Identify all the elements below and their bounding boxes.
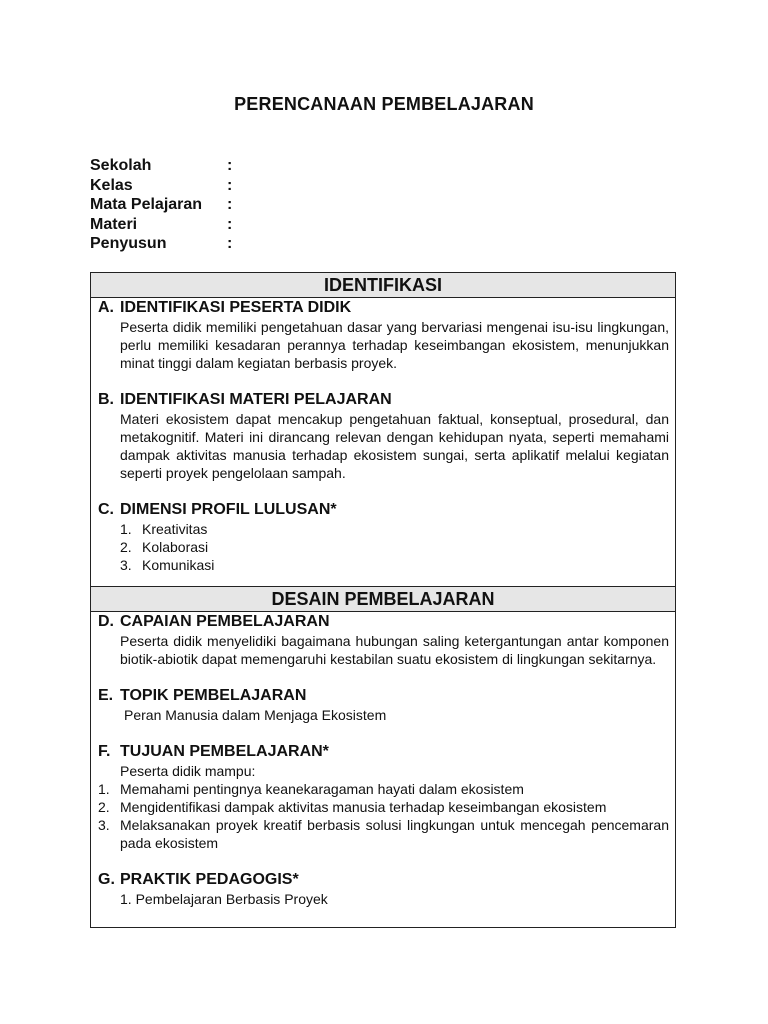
section-title	[98, 612, 669, 632]
list-item	[98, 780, 669, 798]
section-title	[98, 390, 669, 410]
section-letter: F.	[98, 743, 111, 760]
section-text: Peserta didik menyelidiki bagaimana hubungan saling ketergantungan antar komponen biotik-abiotik dapat memengaruhi kestabilan suatu ekosistem di lingkungan sekitarnya.	[120, 633, 669, 667]
list-number: 2.	[98, 799, 110, 815]
list-item	[120, 556, 669, 574]
section-c	[91, 500, 675, 574]
section-heading: TOPIK PEMBELAJARAN	[120, 687, 307, 704]
section-letter: G.	[98, 871, 115, 888]
list-text: Kreativitas	[142, 521, 208, 537]
meta-row-sekolah	[90, 156, 232, 176]
list-text: Melaksanakan proyek kreatif berbasis solusi lingkungan untuk mencegah pencemaran pada ekosistem	[120, 817, 669, 851]
meta-label: Penyusun	[90, 235, 167, 252]
meta-row-mata-pelajaran	[90, 195, 232, 215]
meta-separator: :	[227, 235, 233, 252]
section-text: Materi ekosistem dapat mencakup pengetahuan faktual, konseptual, prosedural, dan metakognitif. Materi ini dirancang relevan dengan kehidupan nyata, seperti memahami dampak aktivitas manusia terhadap ekosistem sungai, serta aplikatif melalui kegiatan seperti proyek pengelolaan sampah.	[120, 411, 669, 481]
section-e	[91, 686, 675, 724]
section-text: 1. Pembelajaran Berbasis Proyek	[120, 891, 328, 907]
meta-label: Kelas	[90, 176, 133, 194]
list-item	[98, 798, 669, 816]
objective-list	[98, 780, 669, 852]
section-heading: IDENTIFIKASI PESERTA DIDIK	[120, 299, 352, 316]
section-letter: D.	[98, 613, 114, 630]
section-letter: C.	[98, 501, 114, 518]
section-letter: B.	[98, 391, 114, 408]
profile-list	[120, 520, 669, 574]
list-item	[120, 538, 669, 556]
meta-separator: :	[227, 215, 233, 233]
list-item	[120, 520, 669, 538]
meta-label: Sekolah	[90, 157, 152, 174]
section-text: Peran Manusia dalam Menjaga Ekosistem	[124, 707, 387, 723]
list-text: Kolaborasi	[142, 539, 209, 555]
meta-separator: :	[227, 176, 233, 194]
section-title	[98, 742, 669, 762]
list-number: 2.	[120, 539, 132, 555]
section-heading: DIMENSI PROFIL LULUSAN*	[120, 501, 337, 518]
meta-separator: :	[227, 157, 233, 174]
section-a	[91, 298, 675, 372]
page-title: PERENCANAAN PEMBELAJARAN	[234, 94, 534, 114]
meta-block	[90, 156, 232, 254]
section-f	[91, 742, 675, 852]
section-letter: E.	[98, 687, 114, 704]
section-heading: IDENTIFIKASI MATERI PELAJARAN	[120, 391, 392, 408]
section-heading: TUJUAN PEMBELAJARAN*	[120, 743, 329, 760]
section-header-identifikasi: IDENTIFIKASI	[91, 273, 675, 298]
section-text: Peserta didik memiliki pengetahuan dasar yang bervariasi mengenai isu-isu lingkungan, perlu memiliki kesadaran perannya terhadap keseimbangan ekosistem, menunjukkan minat tinggi dalam kegiatan berbasis proyek.	[120, 319, 669, 371]
meta-row-kelas	[90, 176, 232, 196]
section-intro: Peserta didik mampu:	[120, 763, 256, 779]
section-letter: A.	[98, 299, 114, 316]
section-title	[98, 686, 669, 706]
section-g	[91, 870, 675, 908]
lesson-plan-table	[90, 272, 676, 928]
list-number: 1.	[120, 521, 132, 537]
list-text: Komunikasi	[142, 557, 215, 573]
list-number: 1.	[98, 781, 110, 797]
section-title	[98, 298, 669, 318]
list-text: Mengidentifikasi dampak aktivitas manusia terhadap keseimbangan ekosistem	[120, 799, 607, 815]
meta-row-materi	[90, 215, 232, 235]
list-number: 3.	[120, 557, 132, 573]
section-title	[98, 870, 669, 890]
meta-separator: :	[227, 196, 233, 213]
section-title	[98, 500, 669, 520]
meta-label: Mata Pelajaran	[90, 196, 203, 213]
section-heading: CAPAIAN PEMBELAJARAN	[120, 613, 330, 630]
meta-label: Materi	[90, 215, 138, 233]
section-b	[91, 390, 675, 482]
list-text: Memahami pentingnya keanekaragaman hayati dalam ekosistem	[120, 781, 524, 797]
list-item	[98, 816, 669, 852]
section-d	[91, 612, 675, 668]
section-heading: PRAKTIK PEDAGOGIS*	[120, 871, 299, 888]
list-number: 3.	[98, 817, 110, 833]
meta-row-penyusun	[90, 234, 232, 254]
section-header-desain: DESAIN PEMBELAJARAN	[91, 586, 675, 612]
